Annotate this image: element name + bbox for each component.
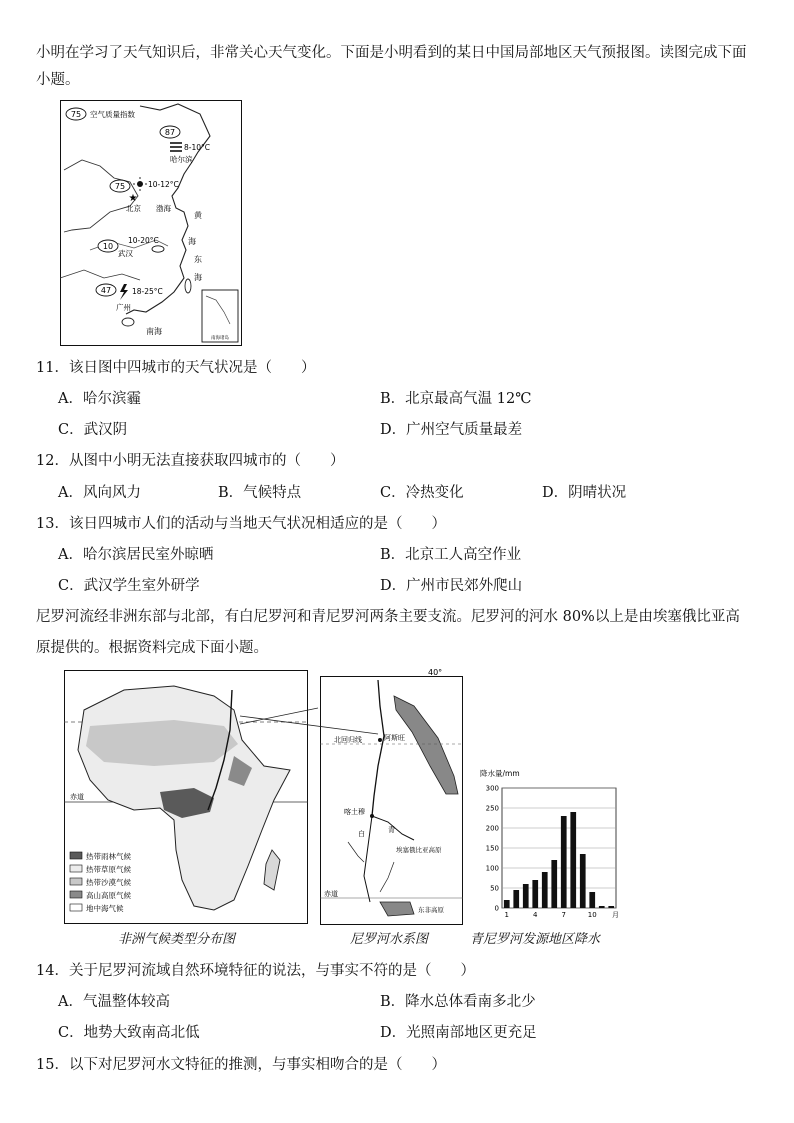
south-china-sea-inset (202, 290, 238, 342)
precipitation-chart (474, 766, 624, 930)
q12-option-a[interactable]: A．风向风力 (58, 485, 141, 501)
inset-connector (238, 706, 380, 736)
beijing-temp: 10-12°C (148, 180, 179, 189)
x-tick-label: 7 (561, 911, 566, 919)
sea-huanghai-1: 黄 (194, 211, 202, 220)
question-15-stem: 15．以下对尼罗河水文特征的推测，与事实相吻合的是（ ） (36, 1057, 446, 1073)
guangzhou-name: 广州 (116, 303, 131, 312)
intro-paragraph-1: 小明在学习了天气知识后，非常关心天气变化。下面是小明看到的某日中国局部地区天气预报图。读图完成下面小题。 (36, 45, 747, 88)
legend-aqi-sample: 75 (70, 110, 82, 119)
harbin-aqi: 87 (164, 128, 176, 137)
intro-paragraph-2-line-1: 尼罗河流经非洲东部与北部，有白尼罗河和青尼罗河两条主要支流。尼罗河的河水 80%以上是由埃塞俄比亚高 (36, 609, 740, 625)
nile-label-blue: 青 (388, 826, 395, 834)
bar-month-4 (532, 880, 538, 908)
bar-month-5 (542, 872, 548, 908)
q13-option-c[interactable]: C．武汉学生室外研学 (58, 578, 200, 594)
harbin-temp: 8-10°C (184, 143, 211, 152)
q11-option-c[interactable]: C．武汉阴 (58, 422, 128, 438)
y-tick-label: 50 (490, 884, 499, 893)
wuhan-name: 武汉 (118, 249, 133, 258)
sea-nanhai: 南海 (146, 327, 162, 336)
y-tick-label: 0 (494, 904, 499, 913)
longitude-label: 40° (428, 668, 443, 677)
bar-month-8 (570, 812, 576, 908)
sea-huanghai-2: 海 (188, 237, 196, 246)
q12-option-d[interactable]: D．阴晴状况 (542, 485, 627, 501)
q11-option-d[interactable]: D．广州空气质量最差 (380, 422, 523, 438)
nile-label-khartoum: 喀土穆 (344, 808, 365, 816)
wuhan-temp: 10-20°C (128, 236, 159, 245)
nile-label-equator: 赤道 (324, 890, 338, 898)
equator-label: 赤道 (70, 793, 84, 801)
legend-item-4: 高山高原气候 (86, 891, 131, 900)
legend-item-1: 热带雨林气候 (86, 852, 131, 861)
q14-option-d[interactable]: D．光照南部地区更充足 (380, 1025, 537, 1041)
y-tick-label: 200 (485, 824, 499, 833)
bar-month-12 (608, 906, 614, 908)
nile-map-caption: 尼罗河水系图 (350, 932, 429, 947)
question-11-stem: 11．该日图中四城市的天气状况是（ ） (36, 360, 316, 376)
nile-label-tropic: 北回归线 (334, 736, 362, 744)
legend-item-3: 热带沙漠气候 (86, 878, 131, 887)
sea-donghai-1: 东 (194, 255, 202, 264)
x-tick-label: 1 (504, 911, 509, 919)
bar-month-7 (561, 816, 567, 908)
legend-item-5: 地中海气候 (86, 904, 124, 913)
bar-month-2 (513, 890, 519, 908)
nile-label-aswan: 阿斯旺 (384, 734, 405, 742)
question-14-stem: 14．关于尼罗河流域自然环境特征的说法，与事实不符的是（ ） (36, 963, 475, 979)
q14-option-b[interactable]: B．降水总体看南多北少 (380, 994, 536, 1010)
x-tick-label: 4 (533, 911, 538, 919)
q13-option-a[interactable]: A．哈尔滨居民室外晾晒 (58, 547, 214, 563)
question-13-stem: 13．该日四城市人们的活动与当地天气状况相适应的是（ ） (36, 516, 446, 532)
bar-month-6 (551, 860, 557, 908)
q14-option-a[interactable]: A．气温整体较高 (58, 994, 170, 1010)
q11-option-a[interactable]: A．哈尔滨霾 (58, 391, 141, 407)
legend-item-2: 热带草原气候 (86, 865, 131, 874)
x-axis-label: 月 (612, 911, 619, 919)
q12-option-b[interactable]: B．气候特点 (218, 485, 302, 501)
wuhan-aqi: 10 (102, 242, 114, 251)
y-tick-label: 250 (485, 804, 499, 813)
bar-month-11 (599, 906, 605, 908)
q14-option-c[interactable]: C．地势大致南高北低 (58, 1025, 200, 1041)
beijing-name: 北京 (126, 204, 141, 213)
china-weather-map (60, 100, 242, 350)
guangzhou-temp: 18-25°C (132, 287, 163, 296)
nile-label-ethiopian-highlands: 埃塞俄比亚高原 (396, 846, 442, 854)
chart-ylabel: 降水量/mm (480, 769, 520, 778)
intro-paragraph-2-line-2: 原提供的。根据资料完成下面小题。 (36, 640, 268, 656)
q12-option-c[interactable]: C．冷热变化 (380, 485, 464, 501)
nile-label-east-african-plateau: 东非高原 (418, 906, 444, 914)
guangzhou-aqi: 47 (100, 286, 112, 295)
africa-map-caption: 非洲气候类型分布图 (118, 932, 236, 947)
beijing-aqi: 75 (114, 182, 126, 191)
sea-bohai: 渤海 (156, 204, 171, 213)
y-tick-label: 100 (485, 864, 499, 873)
bar-month-9 (580, 854, 586, 908)
bar-month-1 (504, 900, 510, 908)
harbin-name: 哈尔滨 (170, 155, 193, 164)
q13-option-b[interactable]: B．北京工人高空作业 (380, 547, 522, 563)
bar-month-3 (523, 884, 529, 908)
capital-star-icon: ★ (128, 193, 138, 204)
inset-label: 南海诸岛 (211, 336, 229, 341)
bar-month-10 (589, 892, 595, 908)
sea-donghai-2: 海 (194, 273, 202, 282)
chart-caption: 青尼罗河发源地区降水 (470, 932, 601, 947)
nile-label-white: 白 (358, 830, 365, 838)
q13-option-d[interactable]: D．广州市民郊外爬山 (380, 578, 523, 594)
question-12-stem: 12．从图中小明无法直接获取四城市的（ ） (36, 453, 345, 469)
y-tick-label: 300 (485, 784, 499, 793)
legend-aqi-label: 空气质量指数 (90, 110, 135, 119)
y-tick-label: 150 (485, 844, 499, 853)
x-tick-label: 10 (587, 911, 597, 919)
q11-option-b[interactable]: B．北京最高气温 12℃ (380, 391, 532, 407)
